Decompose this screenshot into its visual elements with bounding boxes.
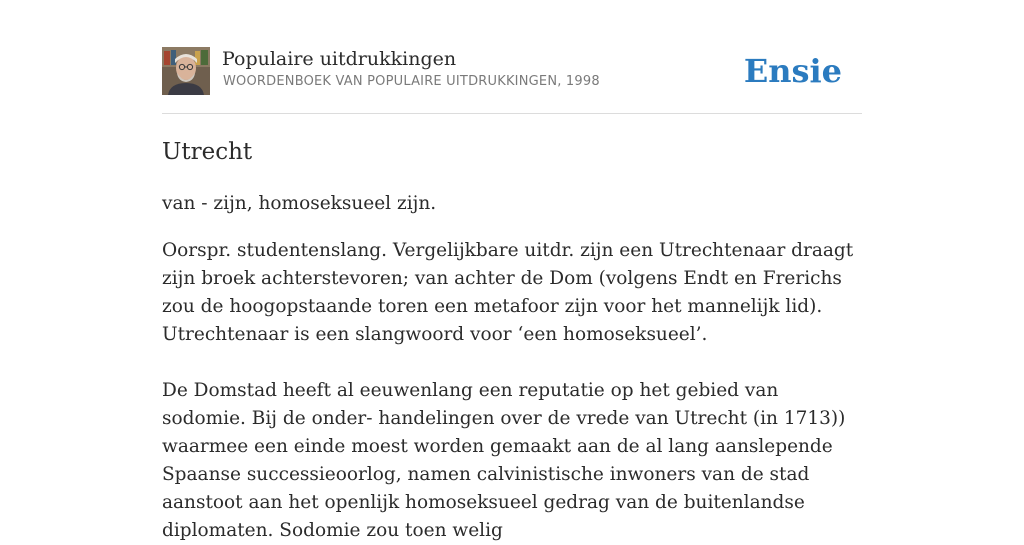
source-subtitle: WOORDENBOEK VAN POPULAIRE UITDRUKKINGEN, 1998 xyxy=(223,74,600,89)
entry-paragraph: De Domstad heeft al eeuwenlang een reputatie op het gebied van sodomie. Bij de onder- handelingen over de vrede van Utrecht (in 1713)) waarmee een einde moest worden gemaakt aan de al lang aanslepende Spaanse successieoorlog, namen calvinistische inwoners van de stad aanstoot aan het openlijk homoseksueel gedrag van de buitenlandse diplomaten. Sodomie zou toen welig xyxy=(162,380,846,541)
avatar-portrait-image xyxy=(162,47,210,95)
source-title[interactable]: Populaire uitdrukkingen xyxy=(222,48,457,70)
source-header xyxy=(162,47,862,95)
author-avatar[interactable] xyxy=(162,47,210,95)
header-divider xyxy=(162,113,862,114)
ensie-logo-link[interactable]: Ensie xyxy=(743,52,842,90)
entry-definition: van - zijn, homoseksueel zijn. xyxy=(162,193,437,214)
entry-paragraph: Oorspr. studentenslang. Vergelijkbare uitdr. zijn een Utrechtenaar draagt zijn broek achterstevoren; van achter de Dom (volgens Endt en Frerichs zou de hoogopstaande toren een metafoor zijn voor het mannelijk lid). Utrechtenaar is een slangwoord voor ‘een homoseksueel’. xyxy=(162,240,854,345)
entry-title: Utrecht xyxy=(162,139,253,165)
